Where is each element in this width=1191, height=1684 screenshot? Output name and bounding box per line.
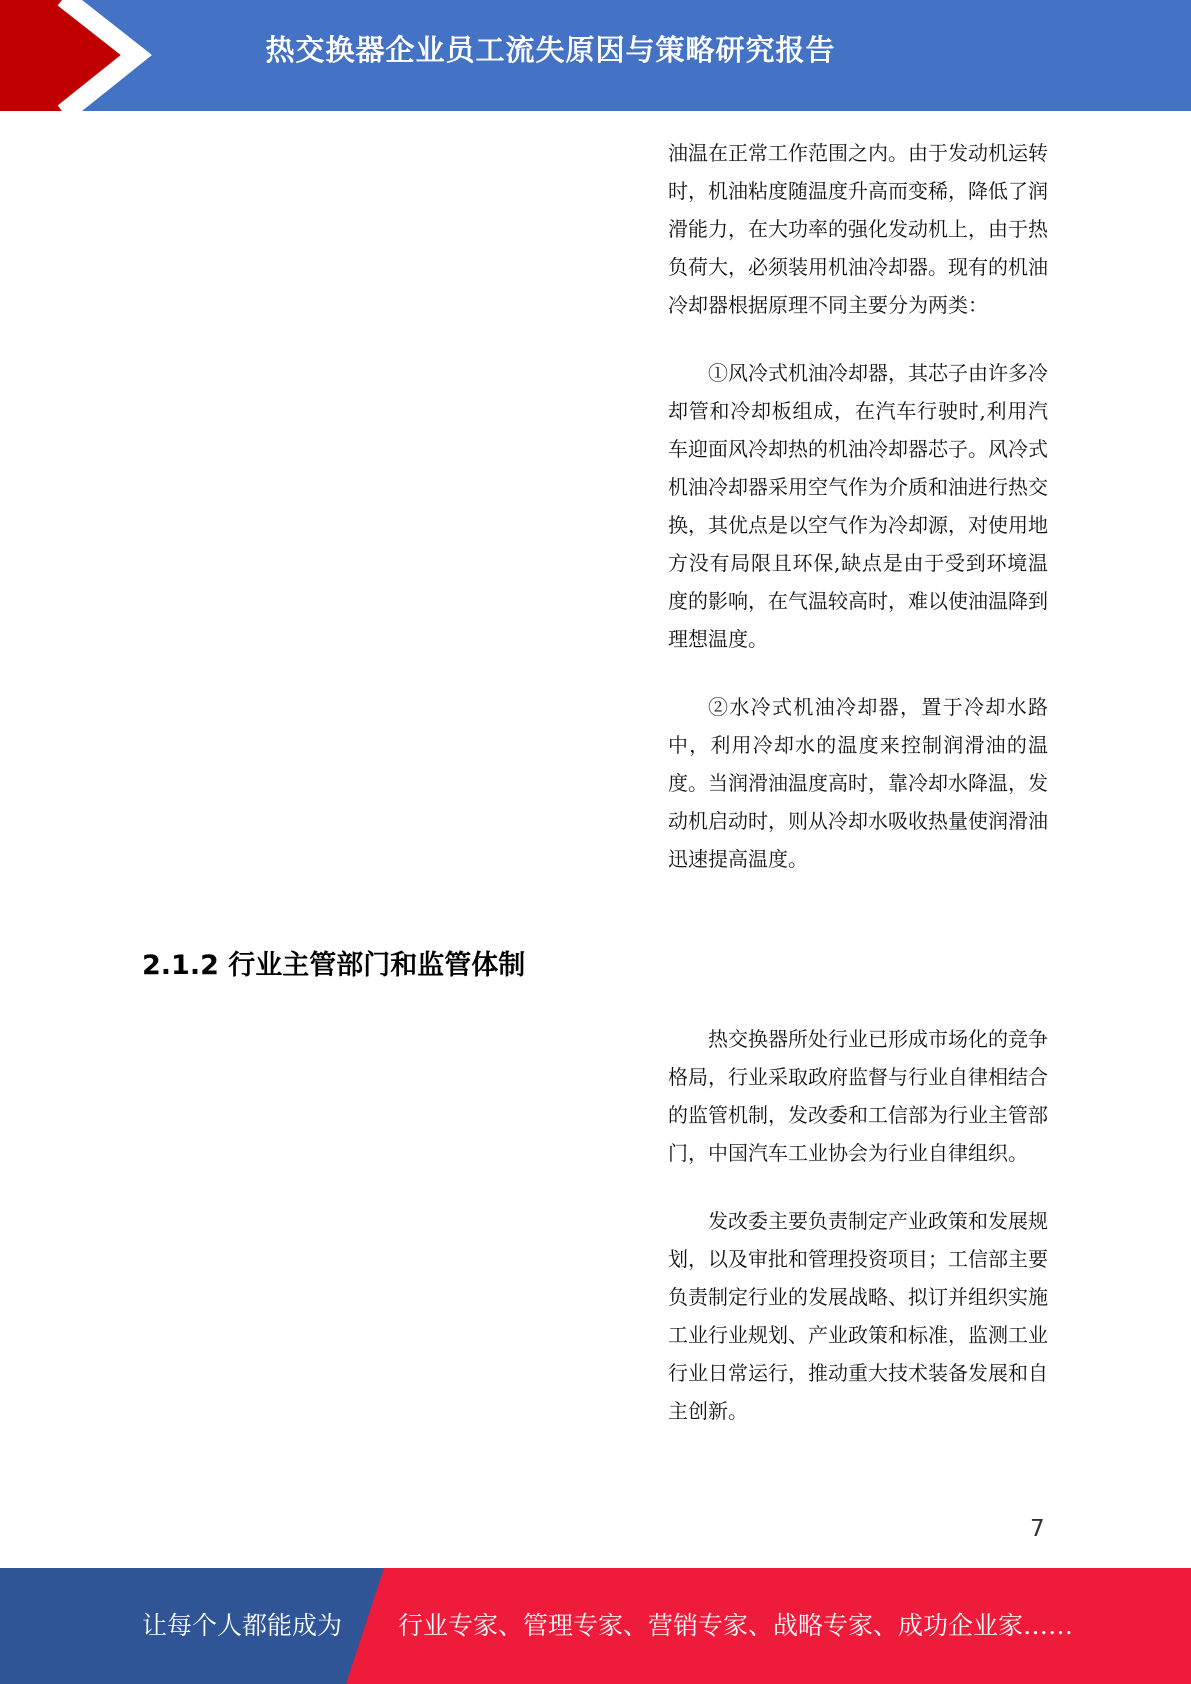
paragraph: ①风冷式机油冷却器，其芯子由许多冷却管和冷却板组成，在汽车行驶时,利用汽车迎面风冷却热的机油冷却器芯子。风冷式机油冷却器采用空气作为介质和油进行热交换，其优点是以空气作为冷却源，对使用地方没有局限且环保,缺点是由于受到环境温度的影响，在气温较高时，难以使油温降到理想温度。	[668, 361, 1048, 651]
paragraph: 发改委主要负责制定产业政策和发展规划，以及审批和管理投资项目；工信部主要负责制定行业的发展战略、拟订并组织实施工业行业规划、产业政策和标准，监测工业行业日常运行，推动重大技术装备发展和自主创新。	[668, 1209, 1048, 1423]
report-title-text: 热交换器企业员工流失原因与策略研究报告	[265, 33, 836, 67]
text-column-bottom	[668, 1020, 1048, 1460]
section-heading: 2.1.2 行业主管部门和监管体制	[142, 950, 526, 981]
page-footer	[0, 1568, 1191, 1684]
page-number: 7	[1030, 1516, 1045, 1542]
paragraph: ②水冷式机油冷却器，置于冷却水路中，利用冷却水的温度来控制润滑油的温度。当润滑油温度高时，靠冷却水降温，发动机启动时，则从冷却水吸收热量使润滑油迅速提高温度。	[668, 695, 1048, 871]
paragraph: 油温在正常工作范围之内。由于发动机运转时，机油粘度随温度升高而变稀，降低了润滑能力，在大功率的强化发动机上，由于热负荷大，必须装用机油冷却器。现有的机油冷却器根据原理不同主要分为两类：	[668, 141, 1048, 317]
paragraph: 热交换器所处行业已形成市场化的竞争格局，行业采取政府监督与行业自律相结合的监管机制，发改委和工信部为行业主管部门，中国汽车工业协会为行业自律组织。	[668, 1027, 1048, 1165]
text-column-top	[668, 134, 1048, 908]
footer-slogan-right: 行业专家、管理专家、营销专家、战略专家、成功企业家……	[398, 1611, 1074, 1640]
report-title	[150, 0, 1191, 100]
footer-slogan-left: 让每个人都能成为	[142, 1611, 343, 1640]
page-header	[0, 0, 1191, 111]
